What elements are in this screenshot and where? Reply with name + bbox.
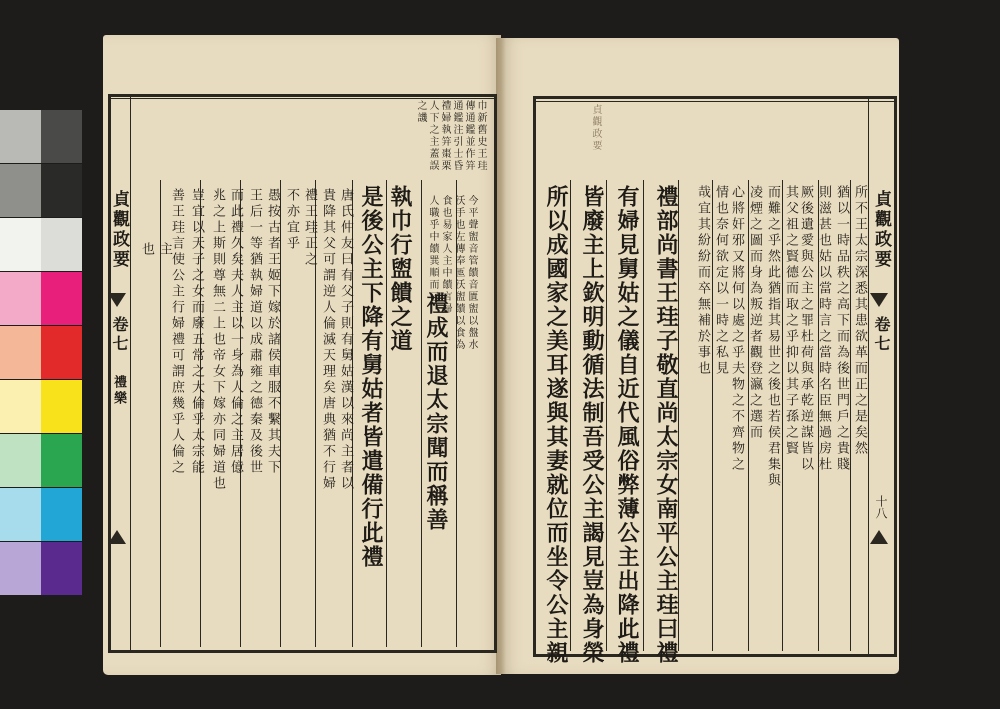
color-swatch xyxy=(0,488,41,541)
text-column: 愚按古者王姬下嫁於諸侯車服不繫其夫下 xyxy=(265,188,280,476)
color-swatch xyxy=(0,326,41,379)
text-column: 貴降其父可謂逆人倫滅天理矣唐典猶不行婦 xyxy=(320,188,335,492)
commentary-column: 哉宜其紛紛而卒無補於事也 xyxy=(695,185,710,377)
color-swatch xyxy=(41,380,82,433)
left-fold-chapter: 卷七 xyxy=(110,316,129,354)
column-rule xyxy=(421,180,422,647)
color-swatch xyxy=(41,218,82,271)
interlinear-note: 今平聲盥音管饋音匱盥以盤水 xyxy=(466,195,477,351)
color-swatch xyxy=(0,164,41,217)
left-fishtail-top xyxy=(108,293,126,307)
text-column: 皆廢主上欽明動循法制吾受公主謁見豈為身榮 xyxy=(579,185,605,665)
color-swatch xyxy=(41,326,82,379)
text-column: 也 xyxy=(139,242,154,258)
left-fold-rule xyxy=(130,97,131,650)
text-column: 兆之上斯則尊無二上也帝女下嫁亦同婦道也 xyxy=(210,188,225,492)
left-fold-title: 貞觀政要 xyxy=(109,190,129,270)
commentary-column: 傳通鑑並作笄 xyxy=(463,100,474,172)
right-fold-rule xyxy=(868,99,869,654)
color-swatch xyxy=(0,434,41,487)
color-swatch xyxy=(41,434,82,487)
color-swatch xyxy=(41,164,82,217)
text-column: 禮王珪正之 xyxy=(302,188,317,268)
column-rule xyxy=(570,180,571,651)
commentary-column: 通鑑注引士昏 xyxy=(451,100,462,172)
commentary-column: 所不王太宗深悉其患欲革而正之是矣然 xyxy=(852,185,867,457)
text-column: 有婦見舅姑之儀自近代風俗弊薄公主出降此禮 xyxy=(614,185,640,665)
left-inner-rule xyxy=(108,98,497,99)
right-fold-chapter: 卷七 xyxy=(872,316,891,354)
text-column: 禮部尚書王珪子敬直尚太宗女南平公主珪曰禮 xyxy=(653,185,679,665)
text-column: 不亦宜乎 xyxy=(284,188,299,252)
left-fold-section: 禮樂 xyxy=(111,375,126,407)
commentary-column: 巾新舊史王珪 xyxy=(475,100,486,172)
commentary-column: 凌煙之圖而身為叛逆者觀登瀛之選而 xyxy=(747,185,762,441)
text-column: 禮成而退太宗聞而稱善 xyxy=(423,292,449,532)
right-fishtail-top xyxy=(870,293,888,307)
text-column: 善王珪言使公主行婦禮可謂庶幾乎人倫之 xyxy=(169,188,184,476)
right-folio-number: 十八 xyxy=(874,495,888,519)
commentary-column: 情也奈何欲定以一時之私見 xyxy=(713,185,728,377)
right-fold-title: 貞觀政要 xyxy=(871,190,891,270)
column-rule xyxy=(280,180,281,647)
color-swatch xyxy=(0,380,41,433)
interlinear-note: 沃手也左傳奉匜沃盥饋以食為 xyxy=(453,195,464,351)
commentary-column: 而難之乎然此猶指其易世之後也若侯君集與 xyxy=(765,185,780,489)
book-gutter xyxy=(496,38,506,674)
color-swatch xyxy=(41,488,82,541)
interlinear-note: 人職乎中饋巽順而已 xyxy=(427,195,438,303)
right-top-margin-note: 貞觀政要 xyxy=(590,104,601,152)
column-rule xyxy=(850,180,851,651)
interlinear-note: 食也易家人主中饋言婦 xyxy=(440,195,451,315)
color-swatch xyxy=(41,542,82,595)
commentary-column: 人下之主蓋誤 xyxy=(427,100,438,172)
right-fishtail-bottom xyxy=(870,530,888,544)
color-swatch xyxy=(0,110,41,163)
text-column: 王后一等猶執婦道以成肅雍之德秦及後世 xyxy=(247,188,262,476)
right-inner-rule xyxy=(533,101,897,102)
color-swatch xyxy=(0,218,41,271)
text-column: 是後公主下降有舅姑者皆遣備行此禮 xyxy=(358,185,384,569)
commentary-column: 禮婦執笄棗栗 xyxy=(439,100,450,172)
commentary-column: 心將奸邪又將何以處之乎夫物之不齊物之 xyxy=(729,185,744,473)
column-rule xyxy=(643,180,644,651)
commentary-column: 之譏 xyxy=(415,100,426,124)
commentary-column: 厥後遺愛與公主之罪杜荷與承乾逆謀皆以 xyxy=(798,185,813,473)
commentary-column: 其父祖之賢德而取之乎抑以其子孫之賢 xyxy=(783,185,798,457)
text-column: 主 xyxy=(157,242,172,258)
color-swatch xyxy=(0,272,41,325)
text-column: 執巾行盥饋之道 xyxy=(387,185,413,353)
text-column: 而此禮久矣夫人主以一身為人倫之主居億 xyxy=(228,188,243,476)
commentary-column: 猶以一時品秩之高下而為後世門戶之貴賤 xyxy=(834,185,849,473)
color-swatch xyxy=(0,542,41,595)
commentary-column: 則滋甚也姑以當時言之當時名臣無過房杜 xyxy=(816,185,831,473)
color-calibration-card xyxy=(0,110,83,598)
color-swatch xyxy=(41,110,82,163)
text-column: 豈宜以天子之女而廢五常之大倫乎太宗能 xyxy=(189,188,204,476)
color-swatch xyxy=(41,272,82,325)
left-fishtail-bottom xyxy=(108,530,126,544)
text-column: 所以成國家之美耳遂與其妻就位而坐令公主親 xyxy=(543,185,569,665)
column-rule xyxy=(606,180,607,651)
text-column: 唐氏仲友曰有父子則有舅姑漢以來尚主者以 xyxy=(338,188,353,492)
